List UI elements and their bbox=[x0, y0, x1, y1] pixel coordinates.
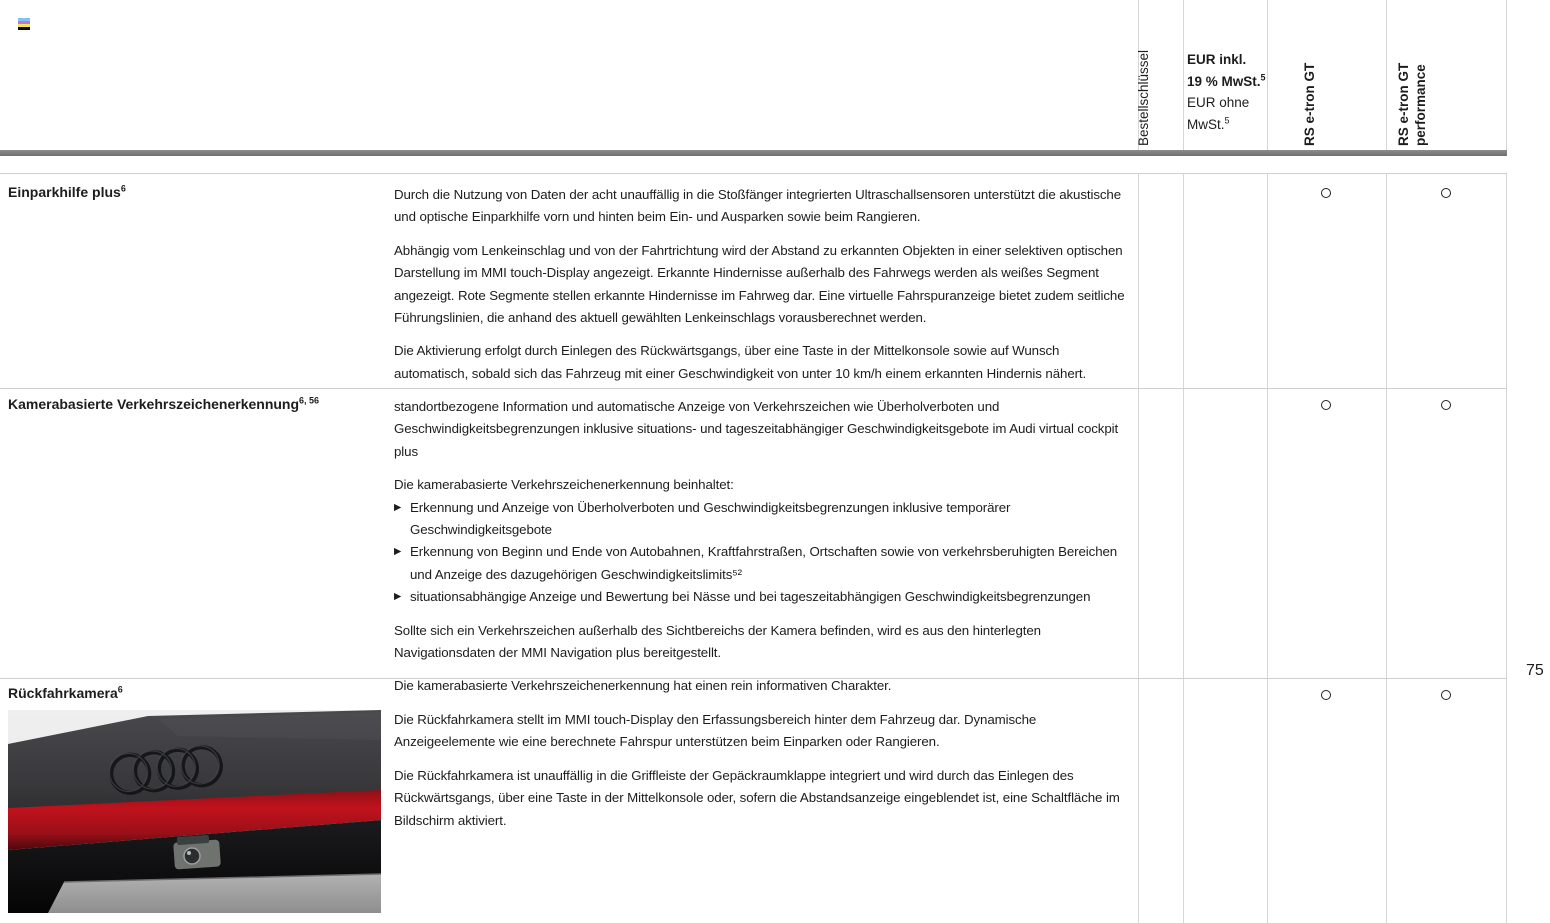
header-divider-rule bbox=[0, 150, 1507, 156]
column-header-rs-etron-gt-performance bbox=[1395, 63, 1429, 146]
grid-vline bbox=[1386, 0, 1387, 150]
feature-title-rueckfahrkamera: Rückfahrkamera$^6$ bbox=[8, 684, 123, 701]
price-header-line2: 19 % MwSt.$^5$ bbox=[1187, 72, 1266, 89]
column-header-rs-etron-gt: RS e-tron GT bbox=[1302, 62, 1317, 146]
table-top-border bbox=[0, 173, 1507, 174]
footnote-ref: 5 bbox=[1260, 72, 1266, 82]
paragraph: Die kamerabasierte Verkehrszeichenerkennung hat einen rein informativen Charakter. bbox=[394, 678, 892, 694]
grid-vline bbox=[1183, 173, 1184, 923]
feature-description-rueckfahrkamera bbox=[394, 709, 1131, 832]
triangle-bullet-icon: ▶ bbox=[394, 546, 402, 558]
triangle-bullet-icon: ▶ bbox=[394, 591, 402, 603]
feature-description-verkehrszeichenerkennung bbox=[394, 396, 1131, 698]
row-divider bbox=[0, 388, 1507, 389]
list-item-text: situationsabhängige Anzeige und Bewertung bei Nässe und bei tageszeitabhängigen Geschwindigkeitsbegrenzungen bbox=[410, 589, 1091, 605]
list-item-text: Erkennung von Beginn und Ende von Autobahnen, Kraftfahrstraßen, Ortschaften sowie von verkehrsberuhigten Bereichen und Anzeige des dazugehörigen Geschwindigkeitslimits⁵² bbox=[410, 544, 1118, 582]
price-header-line4: MwSt.$^5$ bbox=[1187, 115, 1230, 132]
paragraph: Durch die Nutzung von Daten der acht unauffällig in die Stoßfänger integrierten Ultraschallsensoren unterstützt die akustische und optische Einparkhilfe vorn und hinten beim Ein- und Ausparken sowie beim Rangieren. bbox=[394, 187, 1122, 225]
feature-title-einparkhilfe-plus: Einparkhilfe plus$^6$ bbox=[8, 183, 126, 200]
footnote-ref: 6 bbox=[120, 183, 126, 194]
list-item bbox=[394, 586, 1131, 608]
paragraph: Abhängig vom Lenkeinschlag und von der Fahrtrichtung wird der Abstand zu erkannten Objekten in einer selektiven optischen Darstellung im MMI touch-Display angezeigt. Erkannte Hindernisse außerhalb des Fahrwegs werden als weißes Segment angezeigt. Rote Segmente stellen erkannte Hindernisse im Fahrweg dar. Eine virtuelle Fahrspuranzeige bietet zudem seitliche Führungslinien, die anhand des aktuell gewählten Lenkeinschlags vorausberechnet werden. bbox=[394, 242, 1125, 326]
paragraph: standortbezogene Information und automatische Anzeige von Verkehrszeichen wie Überholverboten und Geschwindigkeitsbegrenzungen inklusive situations- und tageszeitabhängiger Geschwindigkeitsgebote im Audi virtual cockpit plus bbox=[394, 399, 1119, 459]
rear-camera-photo bbox=[8, 710, 381, 913]
feature-title-verkehrszeichenerkennung: Kamerabasierte Verkehrszeichenerkennung$^{6, 56}$ bbox=[8, 395, 320, 412]
print-color-mark-icon bbox=[18, 18, 30, 30]
list-intro: Die kamerabasierte Verkehrszeichenerkennung beinhaltet: bbox=[394, 477, 734, 493]
column-header-bestellschluessel: Bestellschlüssel bbox=[1136, 49, 1151, 146]
price-header-line1: EUR inkl. bbox=[1187, 52, 1247, 67]
paragraph: Die Rückfahrkamera stellt im MMI touch-Display den Erfassungsbereich hinter dem Fahrzeug dar. Dynamische Anzeigeelemente wie eine berechnete Fahrspur unterstützen beim Einparken oder Rangieren. bbox=[394, 712, 1037, 750]
paragraph: Sollte sich ein Verkehrszeichen außerhalb des Sichtbereichs der Kamera befinden, wird es aus den hinterlegten Navigationsdaten der MMI Navigation plus bereitgestellt. bbox=[394, 622, 1041, 661]
price-header-line3: EUR ohne bbox=[1187, 95, 1250, 110]
grid-vline bbox=[1267, 0, 1268, 150]
list-item bbox=[394, 497, 1131, 542]
optional-circle-indicator bbox=[1321, 188, 1331, 198]
optional-circle-indicator bbox=[1441, 400, 1451, 410]
grid-vline bbox=[1183, 0, 1184, 150]
model2-line1: RS e-tron GT bbox=[1396, 62, 1411, 146]
black-stripe bbox=[18, 27, 30, 30]
optional-circle-indicator bbox=[1321, 690, 1331, 700]
footnote-ref: 6, 56 bbox=[299, 395, 320, 406]
reversing-camera-module bbox=[173, 835, 221, 870]
page-number: 75 bbox=[1526, 662, 1544, 679]
triangle-bullet-icon: ▶ bbox=[394, 501, 402, 513]
paragraph: Die Aktivierung erfolgt durch Einlegen des Rückwärtsgangs, über eine Taste in der Mittelkonsole sowie auf Wunsch automatisch, sobald sich das Fahrzeug mit einer Geschwindigkeit von unter 10 km/h einem erkannten Hindernis nähert. bbox=[394, 343, 1087, 381]
feature-description-einparkhilfe-plus bbox=[394, 184, 1131, 385]
optional-circle-indicator bbox=[1441, 690, 1451, 700]
column-header-price bbox=[1187, 49, 1266, 135]
paragraph: Die Rückfahrkamera ist unauffällig in die Griffleiste der Gepäckraumklappe integriert und wird durch das Einlegen des Rückwärtsgangs, über eine Taste in der Mittelkonsole oder, sofern die Abstandsanzeige eingeblendet ist, eine Schaltfläche im Bildschirm aktiviert. bbox=[394, 767, 1120, 828]
list-item bbox=[394, 541, 1131, 586]
grid-vline bbox=[1506, 0, 1507, 150]
list-item-text: Erkennung und Anzeige von Überholverboten und Geschwindigkeitsbegrenzungen inklusive temporärer Geschwindigkeitsgebote bbox=[410, 499, 1011, 538]
model2-line2: performance bbox=[1413, 64, 1428, 146]
optional-circle-indicator bbox=[1441, 188, 1451, 198]
footnote-ref: 5 bbox=[1224, 115, 1230, 125]
grid-vline bbox=[1506, 173, 1507, 923]
grid-vline bbox=[1267, 173, 1268, 923]
grid-vline bbox=[1386, 173, 1387, 923]
grid-vline bbox=[1138, 173, 1139, 923]
optional-circle-indicator bbox=[1321, 400, 1331, 410]
footnote-ref: 6 bbox=[117, 684, 123, 695]
